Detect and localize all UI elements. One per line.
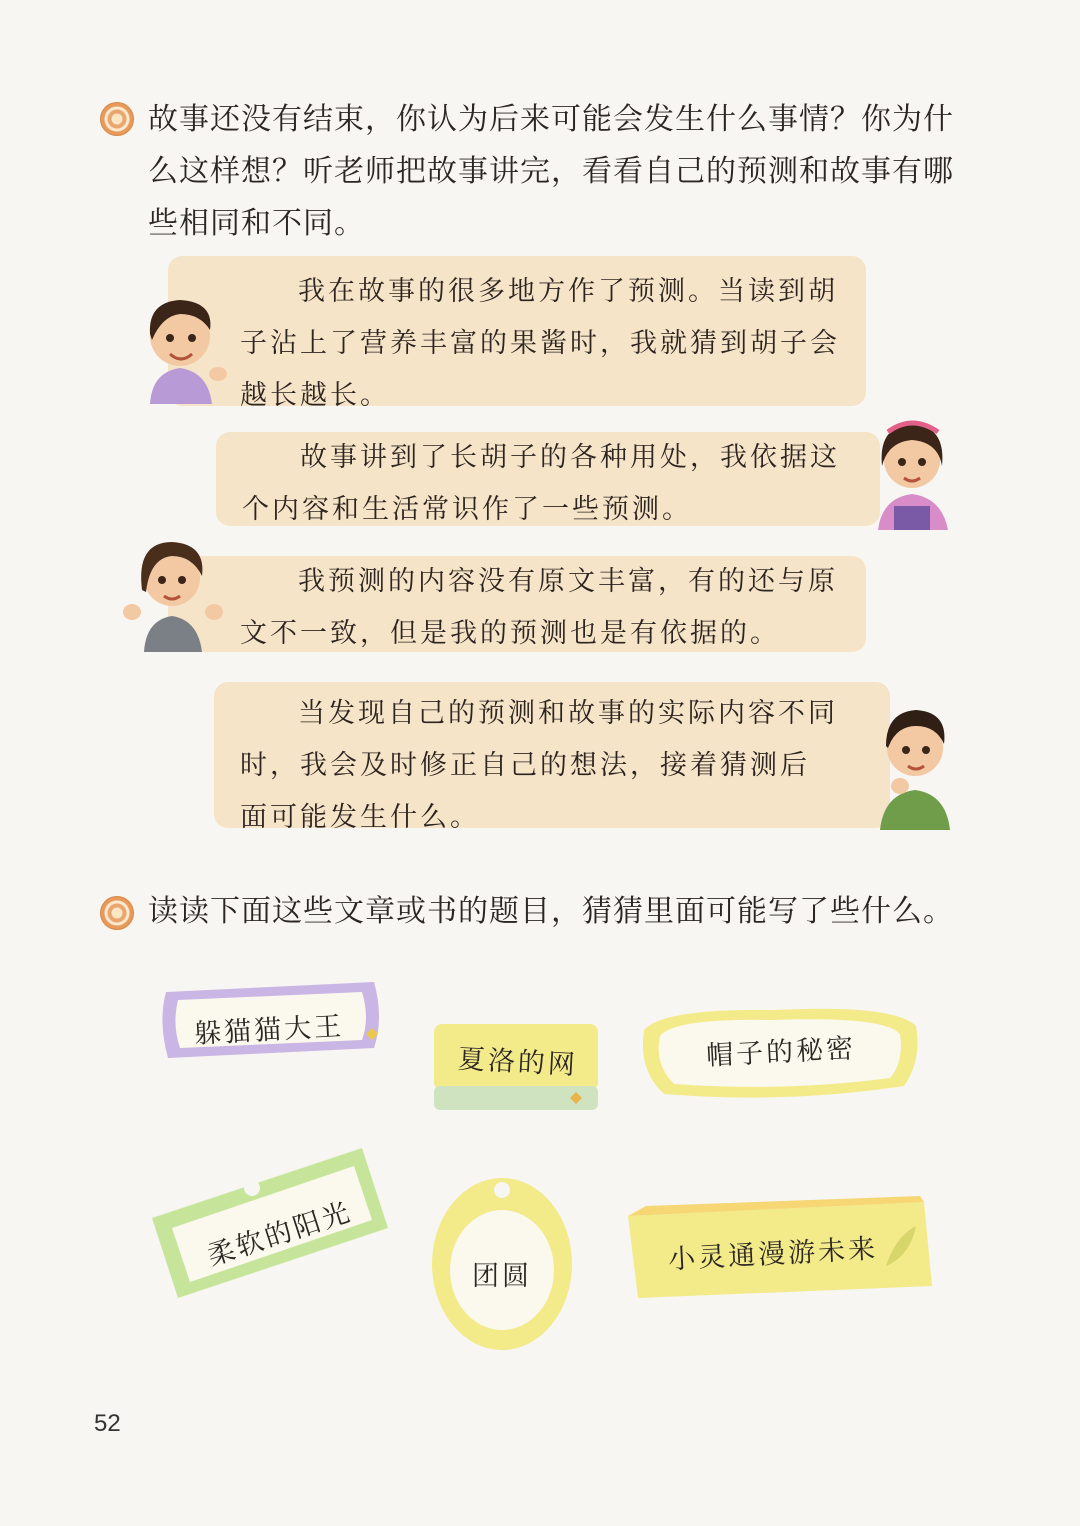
speech-bubble-3-text: 我预测的内容没有原文丰富，有的还与原文不一致，但是我的预测也是有依据的。	[240, 566, 838, 649]
boy-character-illustration	[130, 284, 230, 404]
boy-thinking-character-illustration	[870, 694, 960, 830]
girl-character-illustration	[862, 408, 962, 530]
speech-bubble-3	[168, 556, 866, 652]
book-title-6: 小灵通漫游未来	[667, 1233, 879, 1276]
book-title-4: 柔软的阳光	[203, 1196, 357, 1273]
question-2: 读读下面这些文章或书的题目，猜猜里面可能写了些什么。	[148, 894, 954, 929]
book-title-1: 躲猫猫大王	[193, 1011, 345, 1050]
speech-bubble-2	[216, 432, 880, 526]
girl-shrugging-character-illustration	[118, 526, 226, 652]
page-number: 52	[94, 1410, 121, 1437]
speech-bubble-2-text: 故事讲到了长胡子的各种用处，我依据这个内容和生活常识作了一些预测。	[242, 442, 840, 525]
book-title-2: 夏洛的网	[457, 1043, 579, 1082]
speech-bubble-1-text: 我在故事的很多地方作了预测。当读到胡子沾上了营养丰富的果酱时，我就猜到胡子会越长越长。	[240, 276, 840, 411]
speech-bubble-4	[214, 682, 890, 833]
swirl-bullet-icon	[100, 896, 134, 930]
speech-bubble-4-text: 当发现自己的预测和故事的实际内容不同时，我会及时修正自己的想法，接着猜测后面可能发生什么。	[240, 698, 838, 833]
speech-bubble-1	[168, 256, 866, 411]
book-title-5: 团圆	[472, 1261, 532, 1292]
swirl-bullet-icon	[100, 102, 134, 136]
book-title-3: 帽子的秘密	[705, 1033, 857, 1072]
question-1: 故事还没有结束，你认为后来可能会发生什么事情？你为什么这样想？听老师把故事讲完，看看自己的预测和故事有哪些相同和不同。	[148, 102, 954, 241]
